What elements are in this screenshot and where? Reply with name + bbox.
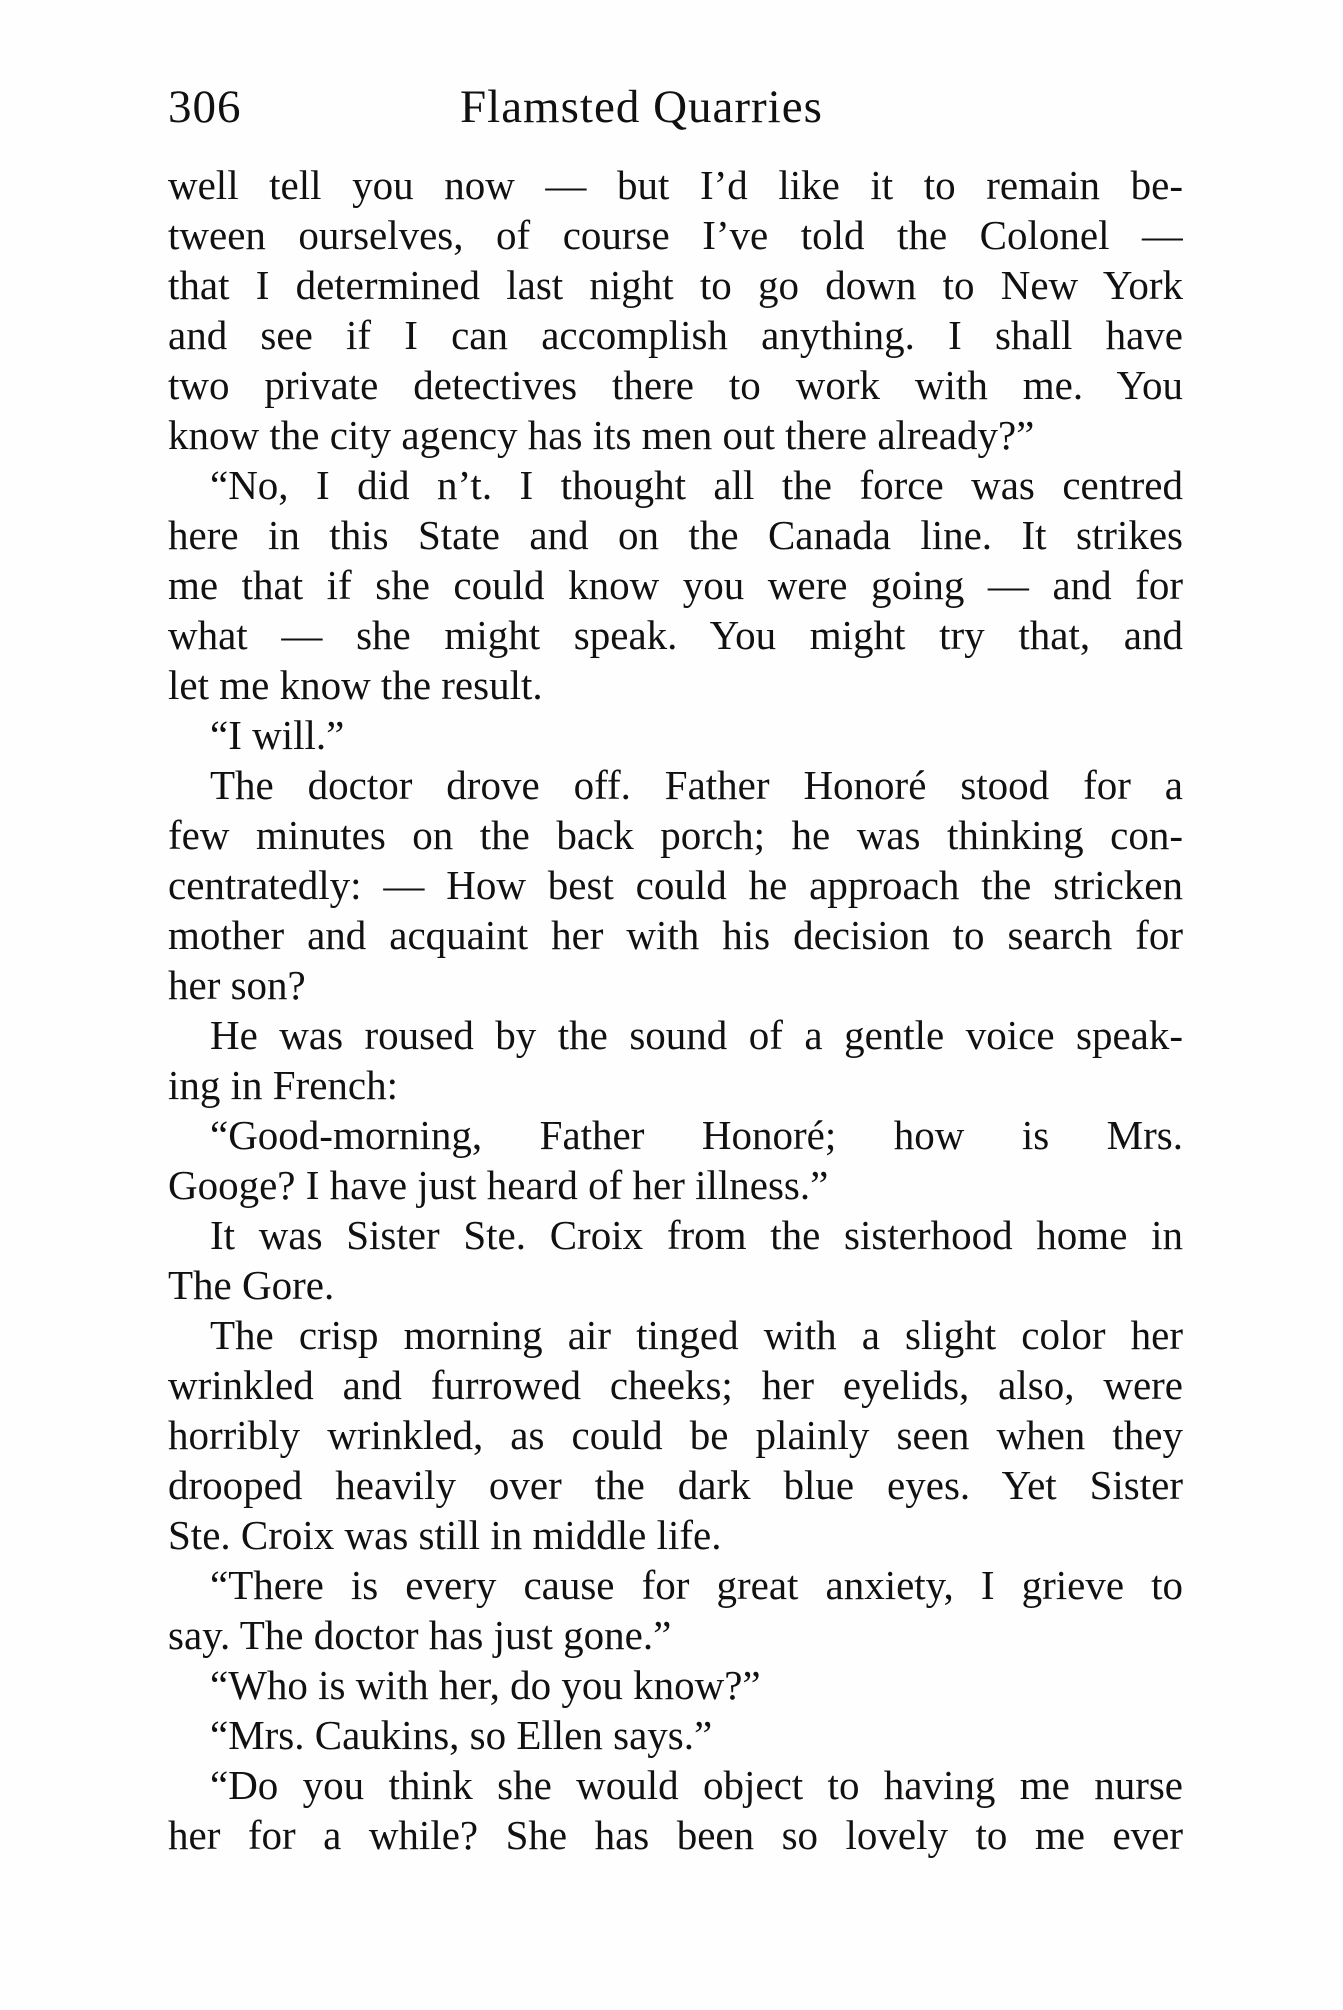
text-line: her for a while? She has been so lovely to me ever bbox=[168, 1812, 1183, 1858]
text-line: few minutes on the back porch; he was thinking con- bbox=[168, 812, 1183, 858]
text-line: The Gore. bbox=[168, 1262, 335, 1308]
text-line: “Mrs. Caukins, so Ellen says.” bbox=[210, 1712, 713, 1758]
text-line: ing in French: bbox=[168, 1062, 399, 1108]
text-line: He was roused by the sound of a gentle voice speak- bbox=[210, 1012, 1183, 1058]
paragraph-6 bbox=[168, 1110, 1183, 1210]
text-line: that I determined last night to go down to New York bbox=[168, 262, 1183, 308]
paragraph-7 bbox=[168, 1210, 1183, 1310]
text-line: “I will.” bbox=[210, 712, 345, 758]
page-number: 306 bbox=[168, 81, 242, 133]
paragraph-8 bbox=[168, 1310, 1183, 1560]
paragraph-3 bbox=[168, 710, 1183, 760]
text-line: mother and acquaint her with his decision to search for bbox=[168, 912, 1183, 958]
page-header bbox=[168, 72, 1188, 142]
text-line: “There is every cause for great anxiety, I grieve to bbox=[210, 1562, 1183, 1608]
paragraph-2 bbox=[168, 460, 1183, 710]
text-line: wrinkled and furrowed cheeks; her eyelids, also, were bbox=[168, 1362, 1183, 1408]
text-line: The doctor drove off. Father Honoré stood for a bbox=[210, 762, 1183, 808]
paragraph-9 bbox=[168, 1560, 1183, 1660]
text-line: Ste. Croix was still in middle life. bbox=[168, 1512, 722, 1558]
text-line: her son? bbox=[168, 962, 306, 1008]
text-line: tween ourselves, of course I’ve told the Colonel — bbox=[168, 212, 1183, 258]
text-line: centratedly: — How best could he approach the stricken bbox=[168, 862, 1183, 908]
paragraph-12 bbox=[168, 1760, 1183, 1860]
text-line: me that if she could know you were going — and for bbox=[168, 562, 1183, 608]
text-line: Googe? I have just heard of her illness.” bbox=[168, 1162, 829, 1208]
paragraph-4 bbox=[168, 760, 1183, 1010]
text-line: “Who is with her, do you know?” bbox=[210, 1662, 761, 1708]
text-line: what — she might speak. You might try that, and bbox=[168, 612, 1183, 658]
text-line: “Good-morning, Father Honoré; how is Mrs. bbox=[210, 1112, 1183, 1158]
paragraph-11 bbox=[168, 1710, 1183, 1760]
text-line: two private detectives there to work with me. You bbox=[168, 362, 1183, 408]
text-line: know the city agency has its men out there already?” bbox=[168, 412, 1035, 458]
text-line: “No, I did n’t. I thought all the force was centred bbox=[210, 462, 1183, 508]
text-line: It was Sister Ste. Croix from the sisterhood home in bbox=[210, 1212, 1183, 1258]
text-line: horribly wrinkled, as could be plainly seen when they bbox=[168, 1412, 1183, 1458]
text-line: here in this State and on the Canada line. It strikes bbox=[168, 512, 1183, 558]
text-line: “Do you think she would object to having me nurse bbox=[210, 1762, 1183, 1808]
text-line: The crisp morning air tinged with a slight color her bbox=[210, 1312, 1183, 1358]
paragraph-10 bbox=[168, 1660, 1183, 1710]
running-title: Flamsted Quarries bbox=[460, 81, 823, 133]
paragraph-1 bbox=[168, 160, 1183, 460]
text-line: and see if I can accomplish anything. I shall have bbox=[168, 312, 1183, 358]
text-line: drooped heavily over the dark blue eyes. Yet Sister bbox=[168, 1462, 1183, 1508]
page-body bbox=[168, 160, 1183, 1860]
paragraph-5 bbox=[168, 1010, 1183, 1110]
text-line: say. The doctor has just gone.” bbox=[168, 1612, 672, 1658]
text-line: let me know the result. bbox=[168, 662, 543, 708]
text-line: well tell you now — but I’d like it to remain be- bbox=[168, 162, 1183, 208]
